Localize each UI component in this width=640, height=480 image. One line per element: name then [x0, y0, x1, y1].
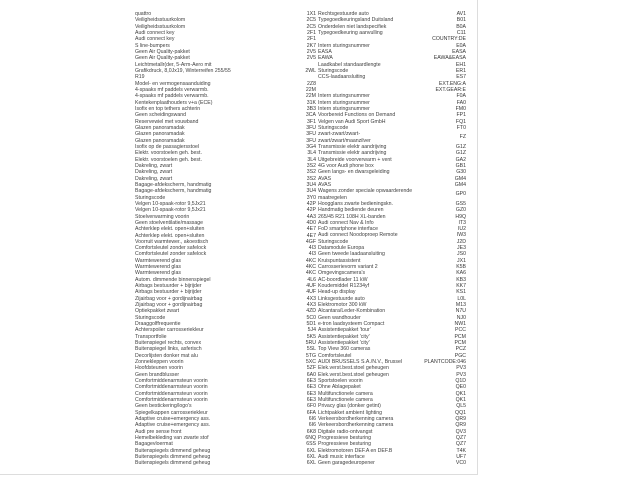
option-description: S line-bumpers [135, 42, 170, 49]
option-description: Zijairbag voor + gordijnairbag [135, 302, 203, 309]
option-description: Intern sturingsnummer [318, 99, 370, 106]
option-description: Bagage-afdekscherm, handmatig [135, 188, 212, 195]
option-code: QK1 [455, 397, 466, 404]
option-code: QE0 [455, 384, 466, 391]
option-code: 6E3 [306, 397, 316, 404]
option-code: GA2 [455, 156, 466, 163]
option-code: 6FA [306, 409, 316, 416]
option-code: 5SL [306, 346, 316, 353]
option-code: ES7 [456, 74, 466, 81]
option-description: Elektromotoren DEF.A en DEF.B [318, 447, 393, 454]
option-code: 4KC [305, 257, 316, 264]
option-code: 6E3 [306, 378, 316, 385]
option-description: Spiegelkappen carrosseriekleur [135, 409, 208, 416]
option-code: 1X1 [306, 11, 316, 17]
option-code: 6F0 [307, 403, 316, 410]
option-code: GP0 [455, 191, 466, 198]
option-code: 4E7 [306, 232, 316, 239]
option-code: VC0 [455, 460, 466, 467]
option-code: 3B3 [306, 105, 316, 112]
option-code: 5C0 [306, 314, 316, 321]
options-column-left [135, 11, 316, 467]
option-description: Elek.verst.best.stoel geheugen [318, 365, 389, 372]
option-code: FA0 [456, 99, 466, 106]
option-code: 6I6 [308, 422, 316, 429]
option-code: 6E3 [306, 384, 316, 391]
option-description: Alcantara/Leder-Kombination [318, 308, 386, 315]
option-description: Elek.verst.best.stoel geheugen [318, 371, 389, 378]
option-description: Zijairbag voor + gordijnairbag [135, 295, 203, 302]
option-description: Multifunctionele camera [318, 397, 373, 404]
option-code: 3FU [306, 124, 316, 131]
option-code: 4X3 [306, 302, 316, 309]
option-code: 4I3 [308, 245, 316, 252]
option-code: IU2 [457, 226, 466, 233]
option-code: GM4 [454, 175, 466, 182]
option-code: F0A [456, 93, 466, 100]
option-code: 42P [306, 200, 316, 207]
option-description: Sturingscode [318, 67, 349, 74]
option-code: 6NQ [305, 435, 316, 441]
option-code: 6A0 [306, 371, 316, 378]
option-code: KB3 [456, 276, 466, 283]
option-description: Stoelverwarming voorin [135, 213, 190, 220]
option-description: Glazen panoramadak [135, 137, 185, 144]
option-description: e-tron laadsysteem Compact [318, 321, 385, 328]
option-description: Reservewiel met vouwband [135, 118, 199, 125]
option-code: GM4 [454, 181, 466, 188]
option-code: EXT.ENG:A [438, 80, 466, 87]
option-code: FZ [459, 134, 466, 141]
option-code: NJ0 [456, 314, 466, 321]
option-code: 3S2 [306, 175, 316, 182]
option-code: JS0 [457, 251, 466, 258]
option-code: 6SS [306, 441, 316, 448]
option-description: Glazen panoramadak [135, 124, 185, 131]
option-code: 2Z8 [307, 80, 316, 87]
option-code: PCM [454, 333, 466, 340]
option-description: Carrosserievorm variant 2 [318, 264, 378, 271]
option-description: Rechtsgestuurde auto [318, 11, 369, 17]
option-code: 2WL [305, 67, 316, 74]
option-code: E0A [456, 42, 466, 49]
option-code: 6E3 [306, 390, 316, 397]
option-code: 3S2 [306, 169, 316, 176]
option-description: Bagage-afdekscherm, handmatig [135, 181, 212, 188]
option-description: Linksgestuurde auto [318, 295, 365, 302]
option-code: PLANTCODE:046 [424, 359, 466, 366]
option-code: 42P [306, 207, 316, 214]
option-code: UF7 [456, 453, 466, 460]
option-row [318, 131, 466, 144]
option-description: Glazen panoramadak [135, 131, 185, 138]
option-code: Q1D [455, 378, 466, 385]
option-code: 2C5 [306, 23, 316, 30]
option-code: 3CA [305, 112, 316, 119]
option-code: 5K5 [306, 333, 316, 340]
option-description: AC-boordlader 11 kW [318, 276, 368, 283]
option-code: PCC [455, 327, 466, 334]
option-code: 4E7 [306, 226, 316, 233]
option-description: EAWA [318, 55, 333, 62]
option-code: 4KC [305, 270, 316, 277]
option-code: JE3 [457, 245, 466, 252]
option-code: GB1 [455, 162, 466, 169]
option-code: EXT.GEAR:E [435, 86, 466, 93]
option-code: N7U [455, 308, 466, 315]
option-description: Geen tweede laadaansluiting [318, 251, 385, 258]
option-description: Comfortmiddenarmsteun voorin [135, 390, 208, 397]
option-description: Verkeersbordherkenning camera [318, 416, 394, 422]
option-code: 5XC [305, 359, 316, 366]
option-code: KA6 [456, 270, 466, 277]
option-description: Sturingscode [318, 238, 349, 245]
option-description: Privacy glas (donker getint) [318, 403, 381, 410]
option-description: Achterklep elekt. open+sluiten [135, 232, 205, 239]
option-description: Uitgebreide voorverwarm + vent [318, 156, 392, 163]
option-description: AVAS [318, 175, 332, 182]
option-description: Voorruit warmtewer., akoestisch [135, 238, 209, 245]
option-code: QR9 [455, 416, 466, 422]
option-description: AVAS [318, 181, 332, 188]
option-description: Kruispuntassistent [318, 257, 361, 264]
option-code: 31K [306, 99, 316, 106]
option-description: Geen scheidingswand [135, 112, 187, 119]
option-description: Handmatig bediende deuren [318, 207, 384, 214]
option-code: B01 [456, 17, 466, 24]
option-description: Hoogglans zwarte bedieningskn. [318, 200, 393, 207]
option-code: QZ7 [455, 441, 466, 448]
option-code: 5ZF [306, 365, 316, 372]
option-code: G1Z [455, 150, 466, 157]
option-code: 3U4 [306, 188, 316, 195]
option-description: Datamodule Europa [318, 245, 365, 252]
option-code: IT3 [458, 219, 466, 226]
option-description: FoD smartphone interface [318, 226, 378, 233]
option-description: Comfortmiddenarmsteun voorin [135, 384, 208, 391]
option-description: Velgen 10-spaak-rotor 9,5Jx21 [135, 200, 206, 207]
option-code: 3F1 [307, 118, 316, 125]
option-description: Warmtewerend glas [135, 264, 181, 271]
option-description: Achterklep elekt. open+sluiten [135, 226, 205, 233]
option-description: Sturingscode [135, 314, 166, 321]
option-code: QK1 [455, 390, 466, 397]
option-code: 6XL [306, 453, 316, 460]
option-code: FP1 [456, 112, 466, 119]
option-description: Warmtewerend glas [135, 257, 181, 264]
option-code: 3G4 [306, 143, 316, 150]
option-code: COUNTRY:DE [432, 36, 466, 43]
option-code: G30 [456, 169, 466, 176]
option-description: Draaggolffrequentie [135, 321, 181, 328]
option-row [318, 460, 466, 466]
option-description: Assistentiepakket 'tour' [318, 327, 371, 334]
option-description: Model- en vermogensaanduiding [135, 80, 211, 87]
option-description: Sturingscode [318, 124, 349, 131]
option-code: 3Y0 [306, 194, 316, 201]
option-description: AUDI BRUSSELS S.A./N.V., Brussel [318, 359, 402, 366]
option-code: PCZ [455, 346, 466, 353]
option-code: 4X3 [306, 295, 316, 302]
option-code: 4D0 [306, 219, 316, 226]
option-description: Assistentiepakket 'city' [318, 340, 370, 347]
page-edge-right [477, 0, 478, 475]
option-description: CCS-laadaansluiting [318, 74, 366, 81]
option-description: Geen stoelventilatie/massage [135, 219, 204, 226]
option-description: Transmissie elektr aandrijving [318, 150, 387, 157]
option-description: Intern sturingsnummer [318, 93, 370, 100]
page-edge-bottom [0, 474, 478, 475]
option-description: 4G voor Audi phone box [318, 162, 374, 169]
option-row [135, 460, 316, 466]
option-description: 265/45 R21 108H XL-banden [318, 213, 386, 220]
option-description: Optiekpakket zwart [135, 308, 180, 315]
option-code: JX1 [457, 257, 466, 264]
option-description: Geen wandhouder [318, 314, 361, 321]
option-description: Elektromotor 300 kW [318, 302, 367, 309]
option-description: Comfortmiddenarmsteun voorin [135, 397, 208, 404]
option-code: NW1 [454, 321, 466, 328]
option-description: Intern sturingsnummer [318, 42, 370, 49]
option-description: Comfortmiddenarmsteun voorin [135, 378, 208, 385]
option-description: Veiligheidsstuurkolom [135, 17, 186, 24]
option-description: Zonnekleppen voorin [135, 359, 184, 366]
option-code: 3FU [306, 137, 316, 144]
option-description: Intern sturingsnummer [318, 105, 370, 112]
option-description: Leichtmetallr(der, 5-Arm-Aero mit Grafikdruck, 8,0Jx19, Winterreifen 255/55 R19 [135, 61, 231, 81]
option-description: Audi music interface [318, 453, 365, 460]
option-description: EASA [318, 48, 332, 55]
option-code: 4I3 [308, 251, 316, 258]
option-code: B0A [456, 23, 466, 30]
option-code: PV3 [456, 365, 466, 372]
option-description: Dakreling, zwart [135, 162, 173, 169]
option-code: J2D [456, 238, 466, 245]
option-code: 2V5 [306, 55, 316, 62]
option-code: EH1 [455, 61, 466, 68]
option-description: Laadkabel standaardlengte [318, 61, 381, 68]
option-description: Sportstoelen voorin [318, 378, 363, 385]
option-code: 3S2 [306, 162, 316, 169]
option-description: Top View 360 cameras [318, 346, 371, 353]
option-code: 6K8 [306, 428, 316, 435]
option-code: C11 [456, 29, 466, 36]
option-description: Digitale radio-ontvangst [318, 428, 373, 435]
option-code: 2C5 [306, 17, 316, 24]
option-description: Progressieve besturing [318, 434, 372, 441]
option-description: Comfortsleutel zonder safelock [135, 251, 207, 258]
option-code: 5RU [305, 340, 316, 347]
option-description: zwart-zwart/zwart- zwart/zwart/maanzilver [318, 131, 371, 144]
option-description: Omgevingscamera's [318, 270, 366, 277]
option-code: T4K [456, 447, 466, 454]
option-description: Typegoedkeuring aanvulling [318, 29, 383, 36]
option-code: 5TG [305, 352, 316, 359]
option-description: Hemelbekleding van zwarte stof [135, 435, 209, 441]
option-code: 22M [305, 93, 316, 100]
option-description: Warmtewerend glas [135, 270, 181, 277]
option-description: Sturingscode [135, 194, 166, 201]
option-description: 4-spaaks mf paddels verwarmb. [135, 86, 209, 93]
option-code: 6XL [306, 447, 316, 454]
option-code: 3L4 [307, 150, 316, 157]
option-description: Head-up display [318, 289, 356, 296]
option-description: Dakreling, zwart [135, 169, 173, 176]
option-description: Hoofdsteunen voorin [135, 365, 183, 372]
option-description: Velgen 10-spaak-rotor 9,5Jx21 [135, 207, 206, 214]
option-row [318, 188, 466, 201]
option-code: L0L [457, 295, 466, 302]
option-description: Geen langs- en dwarsgeleiding [318, 169, 390, 176]
option-code: QZ7 [455, 434, 466, 441]
option-code: 4ZD [306, 308, 316, 315]
option-description: Ohne Ablagepaket [318, 384, 361, 391]
option-code: KK7 [456, 283, 466, 290]
option-description: 4-spaaks mf paddels verwarmb. [135, 93, 209, 100]
option-code: FM0 [455, 105, 466, 112]
option-code: 5D1 [306, 321, 316, 328]
option-description: Elektr. voorstoelen geh. best. [135, 150, 202, 157]
option-code: GZ0 [455, 207, 466, 214]
option-code: QL5 [456, 403, 466, 410]
option-code: 4UF [306, 289, 316, 296]
option-description: Audi connect Nav & Info [318, 219, 374, 226]
option-description: Audi connect key [135, 29, 175, 36]
option-description: Lichtpakket ambient lighting [318, 409, 383, 416]
option-code: 3FU [306, 131, 316, 138]
option-code: 3L4 [307, 156, 316, 163]
option-code: AV1 [456, 11, 466, 17]
option-description: Comfortsleutel [318, 352, 352, 359]
option-description: Buitenspiegel links, asferisch [135, 346, 202, 353]
option-description: Geen garagedeuropener [318, 460, 375, 467]
option-code: EASA [452, 48, 466, 55]
option-description: Veiligheidsstuurkolom [135, 23, 186, 30]
option-description: Transportfolie [135, 333, 167, 340]
option-description: Bagagevloermat [135, 441, 173, 448]
option-description: Voorbereid Functions on Demand [318, 112, 396, 119]
option-description: Geen Air Quality-pakket [135, 55, 190, 62]
option-code: 5J4 [307, 327, 316, 334]
option-description: Buitenspiegel rechts, convex [135, 340, 202, 347]
option-description: Geen brandblusser [135, 371, 180, 378]
option-description: Decorlijsten donker mat alu [135, 352, 198, 359]
option-description: Onderdelen niet landspecifiek [318, 23, 387, 30]
option-code: PCM [454, 340, 466, 347]
option-code: 2F1 [307, 36, 316, 43]
option-code: 4GF [305, 238, 316, 245]
option-code: FT0 [456, 124, 466, 131]
option-code: 6I6 [308, 416, 316, 423]
option-code: GS5 [455, 200, 466, 207]
option-code: QQ1 [455, 409, 466, 416]
option-description: Transmissie elektr aandrijving [318, 143, 387, 150]
option-code: KS1 [456, 289, 466, 296]
option-description: Isofix op de passagiersstoel [135, 143, 200, 150]
option-description: Audi pre sense front [135, 428, 182, 435]
option-description: Airbags bestuurder + bijrijder [135, 283, 202, 290]
option-description: Autom. dimmende binnenspiegel [135, 276, 211, 283]
option-code: ER1 [455, 67, 466, 74]
options-column-right [318, 11, 466, 467]
option-code: M13 [455, 302, 466, 309]
option-code: FQ1 [455, 118, 466, 125]
option-code: G1Z [455, 143, 466, 150]
option-code: PV3 [456, 371, 466, 378]
option-description: Typegoedkeuringsland Duitsland [318, 17, 394, 24]
option-code: K5B [456, 264, 466, 271]
option-description: Audi connect Noodoproep Remote [318, 232, 398, 239]
option-description: Wagens zonder speciale opwaarderende maatregelen [318, 188, 413, 201]
option-description: Airbags bestuurder + bijrijder [135, 289, 202, 296]
option-description: Assistentiepakket 'city' [318, 333, 370, 340]
option-code: 6XL [306, 460, 316, 467]
option-code: 4KC [305, 264, 316, 271]
option-description: Geen bestickering/logo's [135, 403, 192, 410]
option-description: Elektr. voorstoelen geh. best. [135, 156, 202, 163]
option-code: 2K7 [306, 42, 316, 49]
option-description: Buitenspiegels dimmend geheug [135, 460, 211, 467]
option-description: Buitenspiegels dimmend geheug [135, 447, 211, 454]
option-code: 4A3 [306, 213, 316, 220]
option-code: PGC [454, 352, 466, 359]
option-row [135, 62, 316, 81]
option-code: EAWA&EASA [433, 55, 466, 62]
option-code: QR9 [455, 422, 466, 429]
option-code: 2F1 [307, 29, 316, 36]
option-description: Isofix en top tethers achterin [135, 105, 201, 112]
option-description: Buitenspiegels dimmend geheug [135, 453, 211, 460]
option-code: 3U4 [306, 181, 316, 188]
option-code: IW3 [456, 232, 466, 239]
option-code: 4L6 [307, 276, 316, 283]
option-description: quattro [135, 11, 152, 17]
option-description: Kentekenplaathouders v+a (ECE) [135, 99, 213, 106]
option-description: Achterspoiler carrosseriekleur [135, 327, 204, 334]
option-description: Verkeersbordherkenning camera [318, 422, 394, 429]
option-description: Comfortsleutel zonder safelock [135, 245, 207, 252]
option-code: QV3 [455, 428, 466, 435]
option-description: Dakreling, zwart [135, 175, 173, 182]
option-description: Adaptive cruise+emergency ass. [135, 422, 211, 429]
option-description: Progressieve besturing [318, 441, 372, 448]
option-code: 4UF [306, 283, 316, 290]
option-code: 22M [305, 86, 316, 93]
option-description: Velgen van Audi Sport GmbH [318, 118, 386, 125]
option-description: Koudemiddel R1234yf [318, 283, 370, 290]
option-code: 2V5 [306, 48, 316, 55]
option-description: Multifunctionele camera [318, 390, 373, 397]
option-code: H9Q [455, 213, 466, 220]
option-description: Audi connect key [135, 36, 175, 43]
option-description: Geen Air Quality-pakket [135, 48, 190, 55]
option-description: Adaptive cruise+emergency ass. [135, 416, 211, 423]
